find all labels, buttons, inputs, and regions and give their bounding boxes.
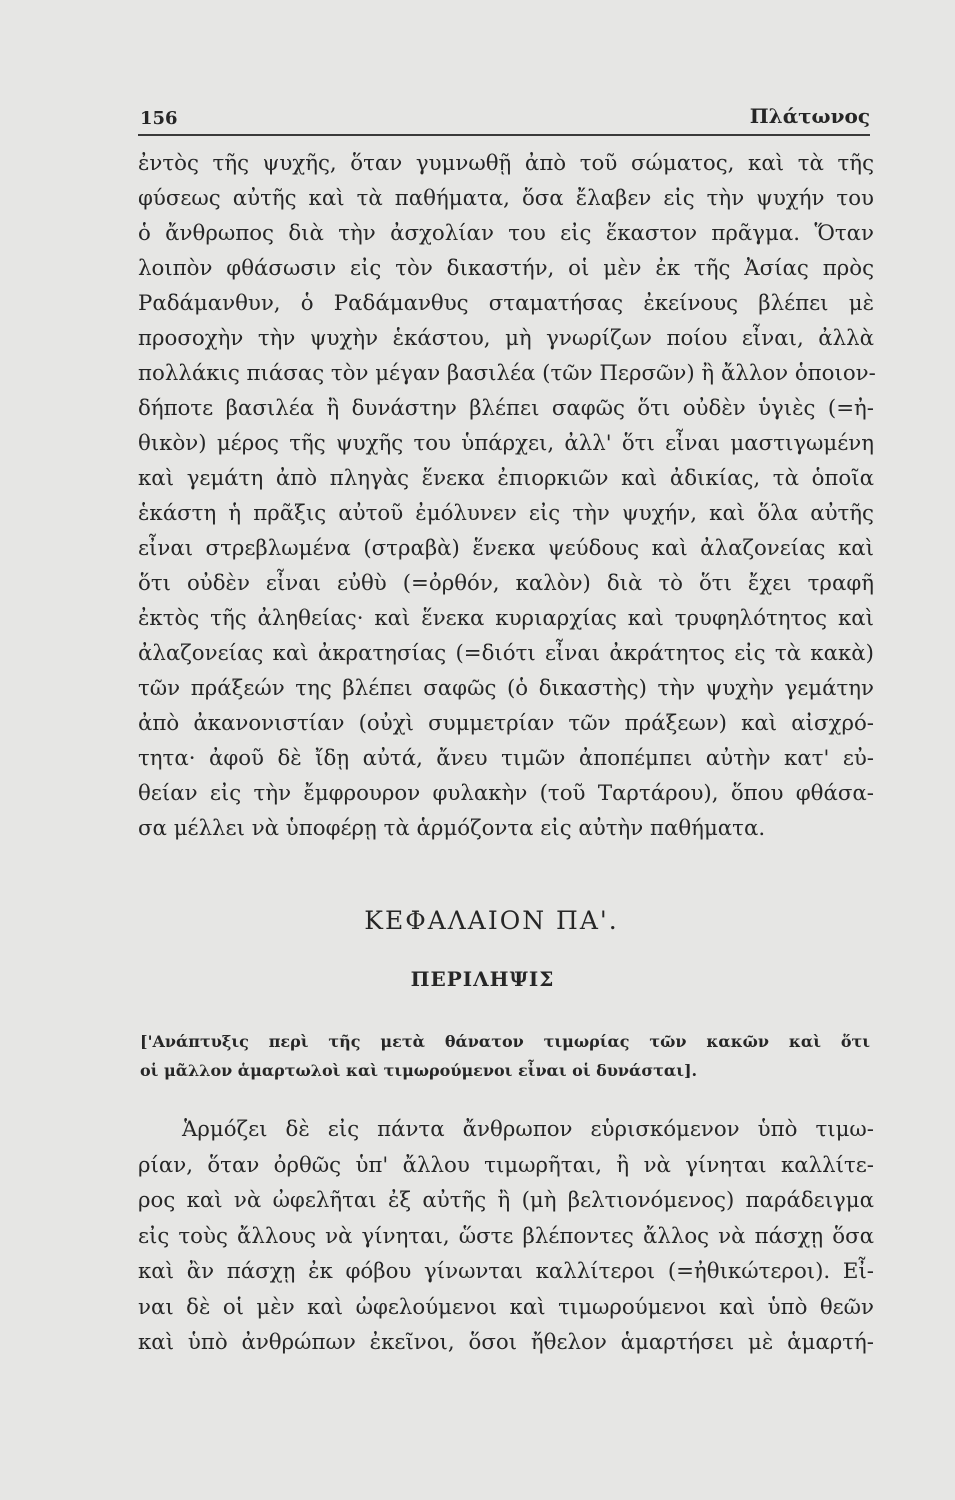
text-line: ναι δὲ οἱ μὲν καὶ ὠφελούμενοι καὶ τιμωρούμενοι καὶ ὑπὸ θεῶν [138,1294,874,1320]
text-line: ἐκτὸς τῆς ἀληθείας· καὶ ἕνεκα κυριαρχίας καὶ τρυφηλότητος καὶ [138,606,874,631]
text-line: τητα· ἀφοῦ δὲ ἴδῃ αὐτά, ἄνευ τιμῶν ἀποπέμπει αὐτὴν κατ' εὐ- [138,746,874,771]
text-line: καὶ γεμάτη ἀπὸ πληγὰς ἕνεκα ἐπιορκιῶν καὶ ἀδικίας, τὰ ὁποῖα [138,466,874,491]
text-line: ρος καὶ νὰ ὠφελῆται ἐξ αὐτῆς ἢ (μὴ βελτιονόμενος) παράδειγμα [138,1188,874,1213]
text-line: καὶ ὑπὸ ἀνθρώπων ἐκεῖνοι, ὅσοι ἤθελον ἁμαρτήσει μὲ ἁμαρτή- [138,1330,874,1355]
chapter-summary [140,1027,870,1085]
text-line: Ραδάμανθυν, ὁ Ραδάμανθυς σταματήσας ἐκείνους βλέπει μὲ [138,291,874,316]
text-line: τῶν πράξεών της βλέπει σαφῶς (ὁ δικαστὴς) τὴν ψυχὴν γεμάτην [138,676,874,701]
text-line: εἰς τοὺς ἄλλους νὰ γίνηται, ὥστε βλέποντες ἄλλος νὰ πάσχῃ ὅσα [138,1223,874,1249]
chapter-heading: ΚΕΦΑΛΑΙΟΝ ΠΑ'. [364,906,619,935]
text-line: καὶ ἂν πάσχῃ ἐκ φόβου γίνωνται καλλίτεροι (=ἠθικώτεροι). Εἶ- [138,1259,874,1284]
text-line: φύσεως αὐτῆς καὶ τὰ παθήματα, ὅσα ἔλαβεν εἰς τὴν ψυχήν του [138,186,874,211]
text-line: δήποτε βασιλέα ἢ δυνάστην βλέπει σαφῶς ὅτι οὐδὲν ὑγιὲς (=ἠ- [138,396,874,421]
summary-line: ['Ανάπτυξις περὶ τῆς μετὰ θάνατον τιμωρίας τῶν κακῶν καὶ ὅτι [140,1032,870,1051]
text-line: Ἁρμόζει δὲ εἰς πάντα ἄνθρωπον εὑρισκόμενον ὑπὸ τιμω- [182,1117,874,1142]
text-line: ἐντὸς τῆς ψυχῆς, ὅταν γυμνωθῇ ἀπὸ τοῦ σώματος, καὶ τὰ τῆς [138,151,874,176]
page-header [138,100,870,136]
text-line: ἑκάστη ἡ πρᾶξις αὐτοῦ ἐμόλυνεν εἰς τὴν ψυχήν, καὶ ὅλα αὐτῆς [138,501,874,526]
running-title: Πλάτωνος [749,104,870,128]
summary-line: οἱ μᾶλλον ἁμαρτωλοὶ καὶ τιμωρούμενοι εἶναι οἱ δυνάσται]. [140,1061,698,1080]
text-line: θείαν εἰς τὴν ἔμφρουρον φυλακὴν (τοῦ Ταρτάρου), ὅπου φθάσα- [138,781,874,806]
text-line: πολλάκις πιάσας τὸν μέγαν βασιλέα (τῶν Περσῶν) ἢ ἄλλον ὁποιον- [138,361,876,386]
text-line: ἀπὸ ἀκανονιστίαν (οὐχὶ συμμετρίαν τῶν πράξεων) καὶ αἰσχρό- [138,711,874,736]
text-line: λοιπὸν φθάσωσιν εἰς τὸν δικαστήν, οἱ μὲν ἐκ τῆς Ἀσίας πρὸς [138,256,874,281]
text-line: ρίαν, ὅταν ὀρθῶς ὑπ' ἄλλου τιμωρῆται, ἢ νὰ γίνηται καλλίτε- [138,1152,874,1178]
body-paragraph [138,146,874,846]
text-line: θικὸν) μέρος τῆς ψυχῆς του ὑπάρχει, ἀλλ' ὅτι εἶναι μαστιγωμένη [138,431,874,456]
page-number: 156 [140,108,178,129]
text-line: ὁ ἄνθρωπος διὰ τὴν ἀσχολίαν του εἰς ἕκαστον πρᾶγμα. Ὅταν [138,221,874,246]
summary-heading: ΠΕΡΙΛΗΨΙΣ [410,967,555,991]
text-line: εἶναι στρεβλωμένα (στραβὰ) ἕνεκα ψεύδους καὶ ἀλαζονείας καὶ [138,536,874,561]
text-line: σα μέλλει νὰ ὑποφέρῃ τὰ ἁρμόζοντα εἰς αὐτὴν παθήματα. [138,816,766,841]
chapter-paragraph [138,1112,874,1361]
text-line: προσοχὴν τὴν ψυχὴν ἑκάστου, μὴ γνωρίζων ποίου εἶναι, ἀλλὰ [138,326,874,351]
text-line: ἀλαζονείας καὶ ἀκρατησίας (=διότι εἶναι ἀκράτητος εἰς τὰ κακὰ) [138,641,874,666]
text-line: ὅτι οὐδὲν εἶναι εὐθὺ (=ὀρθόν, καλὸν) διὰ τὸ ὅτι ἔχει τραφῆ [138,571,874,596]
